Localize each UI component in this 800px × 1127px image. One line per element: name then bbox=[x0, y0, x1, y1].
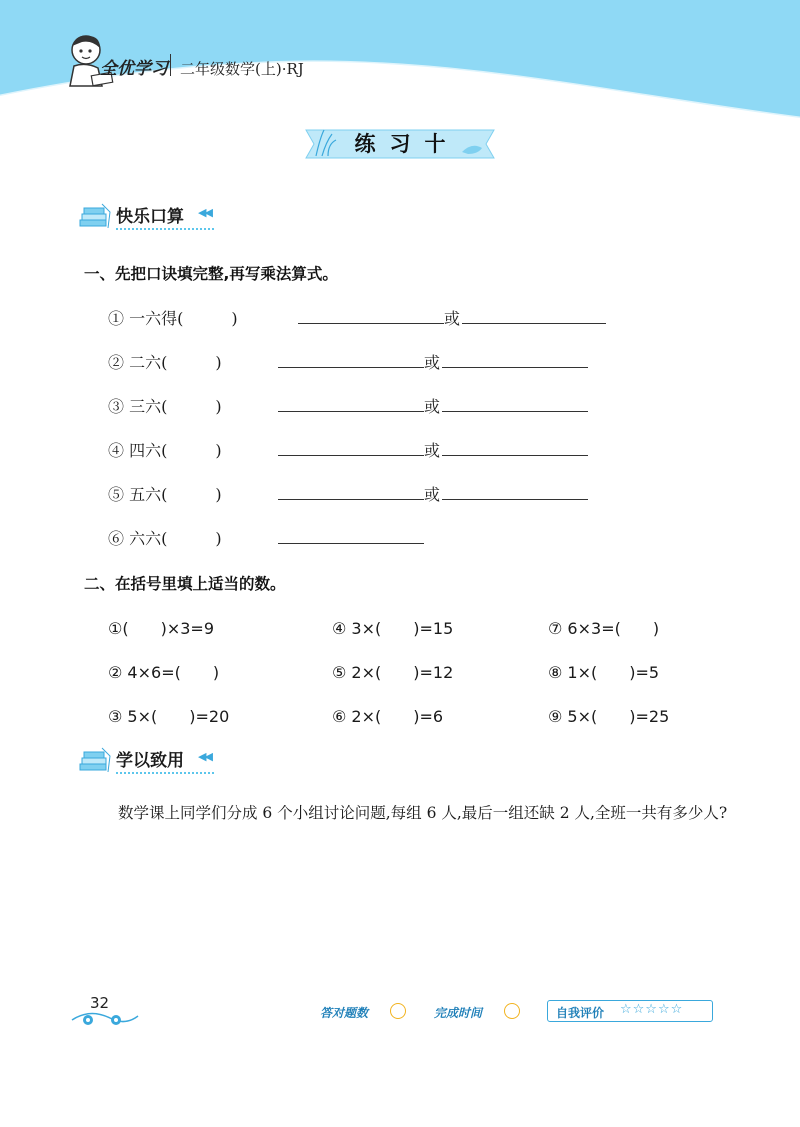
or-text: 或 bbox=[424, 353, 441, 372]
word-problem: 数学课上同学们分成 6 个小组讨论问题,每组 6 人,最后一组还缺 2 人,全班一共有多少人? bbox=[118, 804, 728, 822]
row-label: ④ 四六( ) bbox=[108, 441, 222, 460]
or-text: 或 bbox=[444, 309, 461, 328]
answer-blank[interactable] bbox=[278, 482, 424, 500]
equation-item[interactable]: ⑨ 5×( )=25 bbox=[548, 707, 670, 726]
book-title: 二年级数学(上)·RJ bbox=[180, 60, 304, 78]
equation-item[interactable]: ④ 3×( )=15 bbox=[332, 619, 454, 638]
section-header-kuaile bbox=[78, 200, 228, 234]
answer-blank[interactable] bbox=[442, 482, 588, 500]
smiley-icon bbox=[390, 1003, 406, 1019]
answer-blank[interactable] bbox=[278, 438, 424, 456]
answer-blank[interactable] bbox=[462, 306, 606, 324]
part1-heading: 一、先把口诀填完整,再写乘法算式。 bbox=[84, 265, 338, 283]
answer-blank[interactable] bbox=[278, 394, 424, 412]
equation-item[interactable]: ⑥ 2×( )=6 bbox=[332, 707, 444, 726]
header-divider bbox=[170, 54, 171, 76]
row-label: ② 二六( ) bbox=[108, 353, 222, 372]
equation-item[interactable]: ⑦ 6×3=( ) bbox=[548, 619, 660, 638]
finish-time-label: 完成时间 bbox=[434, 1006, 483, 1020]
part1-row bbox=[108, 350, 628, 376]
row-label: ③ 三六( ) bbox=[108, 397, 222, 416]
answer-blank[interactable] bbox=[442, 438, 588, 456]
equation-item[interactable]: ①( )×3=9 bbox=[108, 619, 215, 638]
or-text: 或 bbox=[424, 485, 441, 504]
correct-count-label: 答对题数 bbox=[320, 1006, 369, 1020]
part1-row bbox=[108, 394, 628, 420]
part1-row bbox=[108, 438, 628, 464]
books-icon bbox=[78, 744, 114, 778]
equation-item[interactable]: ⑤ 2×( )=12 bbox=[332, 663, 454, 682]
answer-blank[interactable] bbox=[442, 350, 588, 368]
row-label: ⑤ 五六( ) bbox=[108, 485, 222, 504]
section-header-xueyi bbox=[78, 744, 228, 778]
self-eval-label: 自我评价 bbox=[556, 1006, 605, 1020]
part1-row bbox=[108, 526, 628, 552]
answer-blank[interactable] bbox=[278, 350, 424, 368]
section-label-kuaile: 快乐口算 bbox=[116, 207, 184, 227]
answer-blank[interactable] bbox=[278, 526, 424, 544]
star-rating[interactable]: ☆☆☆☆☆ bbox=[620, 1002, 684, 1017]
answer-blank[interactable] bbox=[298, 306, 444, 324]
equation-item[interactable]: ③ 5×( )=20 bbox=[108, 707, 230, 726]
smiley-icon bbox=[504, 1003, 520, 1019]
or-text: 或 bbox=[424, 397, 441, 416]
page-title: 练习十 bbox=[354, 132, 460, 156]
arrow-left-icon: ◀◀ bbox=[198, 750, 211, 763]
page-number: 32 bbox=[90, 994, 110, 1012]
arrow-left-icon: ◀◀ bbox=[198, 206, 211, 219]
or-text: 或 bbox=[424, 441, 441, 460]
section-underline bbox=[116, 228, 214, 230]
part2-heading: 二、在括号里填上适当的数。 bbox=[84, 575, 286, 593]
row-label: ⑥ 六六( ) bbox=[108, 529, 222, 548]
equation-item[interactable]: ⑧ 1×( )=5 bbox=[548, 663, 660, 682]
answer-blank[interactable] bbox=[442, 394, 588, 412]
part1-row bbox=[108, 306, 628, 332]
row-label: ① 一六得( ) bbox=[108, 309, 238, 328]
equation-item[interactable]: ② 4×6=( ) bbox=[108, 663, 220, 682]
section-label-xueyi: 学以致用 bbox=[116, 751, 184, 771]
books-icon bbox=[78, 200, 114, 234]
brand-logo-text: 全优学习 bbox=[100, 59, 168, 79]
part1-row bbox=[108, 482, 628, 508]
section-underline bbox=[116, 772, 214, 774]
